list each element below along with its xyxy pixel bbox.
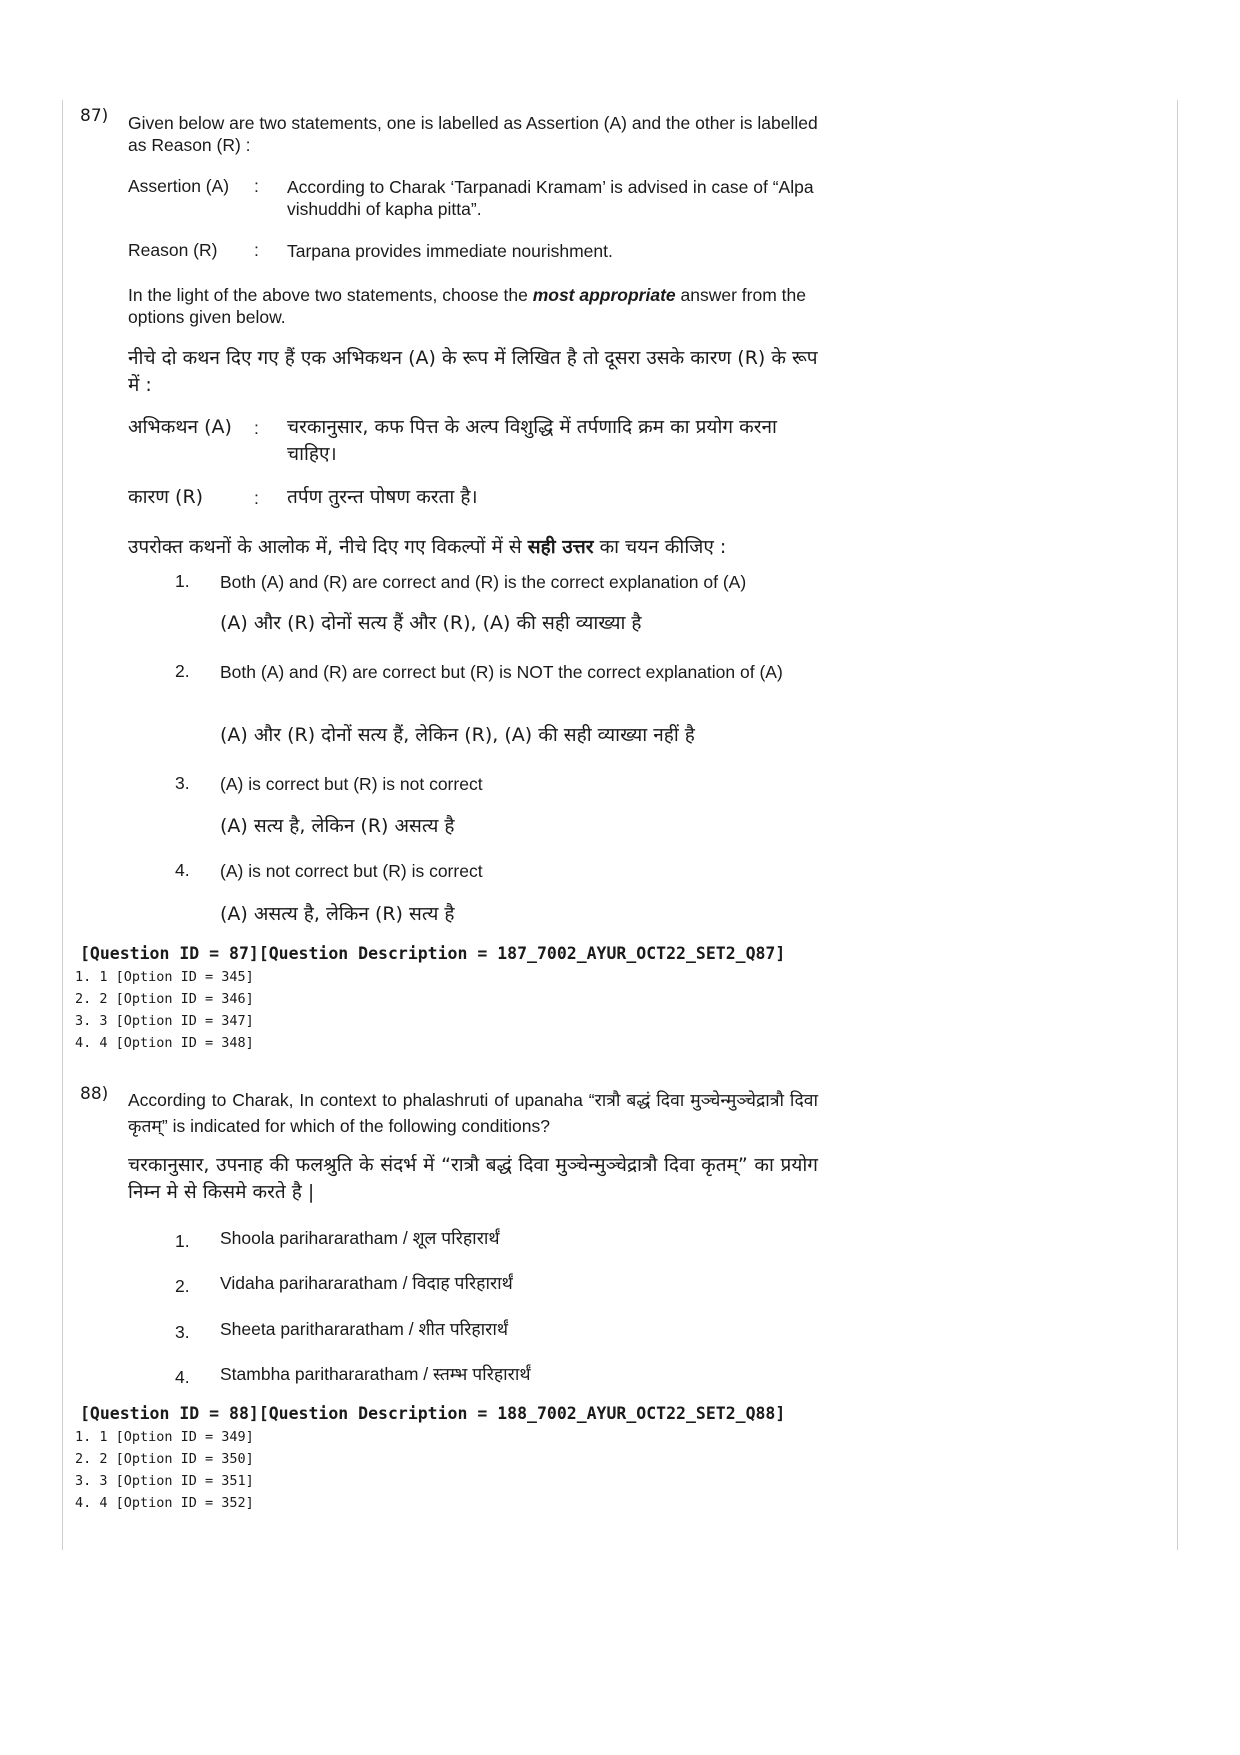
option-text-hi: (A) और (R) दोनों सत्य हैं और (R), (A) की सही व्याख्या है <box>220 612 642 634</box>
reason-label: Reason (R) <box>128 240 218 260</box>
option-text-hi: (A) और (R) दोनों सत्य हैं, लेकिन (R), (A) की सही व्याख्या नहीं है <box>220 724 695 746</box>
right-margin-rule <box>1177 100 1178 1550</box>
reason-text: Tarpana provides immediate nourishment. <box>287 241 613 261</box>
question-intro: According to Charak, In context to phalashruti of upanaha “रात्रौ बद्धं दिवा मुञ्चेन्मुञ्चेद्रात्रौ दिवा कृतम्” is indicated for which of the following conditions? <box>128 1090 818 1136</box>
option-id-list <box>75 1426 254 1514</box>
option-text: Shoola parihararatham / शूल परिहारार्थं <box>220 1228 500 1248</box>
option-text: Sheeta parithararatham / शीत परिहारार्थं <box>220 1319 509 1339</box>
hindi-instruction <box>128 534 828 561</box>
assertion-text: According to Charak ‘Tarpanadi Kramam’ is advised in case of “Alpa vishuddhi of kapha pitta”. <box>287 177 814 219</box>
instruction-pre: In the light of the above two statements, choose the <box>128 285 533 305</box>
left-margin-rule <box>62 100 63 1550</box>
instruction-emphasis: most appropriate <box>532 285 676 305</box>
instruction-post: answer from the options given below. <box>128 285 806 327</box>
hindi-intro: नीचे दो कथन दिए गए हैं एक अभिकथन (A) के रूप में लिखित है तो दूसरा उसके कारण (R) के रूप में : <box>128 347 818 396</box>
question-intro: Given below are two statements, one is labelled as Assertion (A) and the other is labelled as Reason (R) : <box>128 113 818 155</box>
option-text-hi: (A) असत्य है, लेकिन (R) सत्य है <box>220 903 455 925</box>
option-number: 2. <box>175 661 190 681</box>
hindi-instruction-emphasis: सही उत्तर <box>527 536 594 558</box>
option-id-item: 3. 3 [Option ID = 347] <box>75 1013 254 1029</box>
reason-colon: : <box>254 240 259 260</box>
assertion-label: Assertion (A) <box>128 176 230 196</box>
hindi-instruction-post: का चयन कीजिए : <box>593 536 727 558</box>
option-text: Vidaha parihararatham / विदाह परिहारार्थं <box>220 1273 513 1293</box>
option-number: 1. <box>175 571 190 591</box>
question-meta: [Question ID = 87][Question Description = 187_7002_AYUR_OCT22_SET2_Q87] <box>80 944 786 963</box>
question-meta: [Question ID = 88][Question Description = 188_7002_AYUR_OCT22_SET2_Q88] <box>80 1404 786 1423</box>
option-number: 3. <box>175 1322 190 1342</box>
hindi-reason-label: कारण (R) <box>128 486 204 508</box>
instruction <box>128 284 818 328</box>
hindi-assertion-colon: : <box>254 418 259 438</box>
question-number: 87) <box>80 106 109 126</box>
hindi-intro: चरकानुसार, उपनाह की फलश्रुति के संदर्भ में “रात्रौ बद्धं दिवा मुञ्चेन्मुञ्चेद्रात्रौ दिवा कृतम्” का प्रयोग निम्न मे से किसमे करते है | <box>128 1154 818 1203</box>
option-number: 2. <box>175 1276 190 1296</box>
option-number: 3. <box>175 773 190 793</box>
option-id-item: 1. 1 [Option ID = 349] <box>75 1429 254 1445</box>
hindi-assertion-text: चरकानुसार, कफ पित्त के अल्प विशुद्धि में तर्पणादि क्रम का प्रयोग करना चाहिए। <box>287 416 777 465</box>
hindi-reason-text: तर्पण तुरन्त पोषण करता है। <box>287 486 478 508</box>
option-id-item: 1. 1 [Option ID = 345] <box>75 969 254 985</box>
hindi-reason-colon: : <box>254 488 259 508</box>
option-text: Stambha parithararatham / स्तम्भ परिहारार्थं <box>220 1364 531 1384</box>
option-number: 4. <box>175 1367 190 1387</box>
option-number: 4. <box>175 860 190 880</box>
option-id-item: 4. 4 [Option ID = 352] <box>75 1495 254 1511</box>
option-text-en: Both (A) and (R) are correct but (R) is NOT the correct explanation of (A) <box>220 662 783 682</box>
option-text-hi: (A) सत्य है, लेकिन (R) असत्य है <box>220 815 455 837</box>
option-id-item: 3. 3 [Option ID = 351] <box>75 1473 254 1489</box>
option-id-list <box>75 966 254 1054</box>
assertion-colon: : <box>254 176 259 196</box>
option-id-item: 2. 2 [Option ID = 346] <box>75 991 254 1007</box>
option-id-item: 4. 4 [Option ID = 348] <box>75 1035 254 1051</box>
hindi-instruction-pre: उपरोक्त कथनों के आलोक में, नीचे दिए गए विकल्पों में से <box>128 536 528 558</box>
question-number: 88) <box>80 1084 109 1104</box>
option-number: 1. <box>175 1231 190 1251</box>
option-text-en: (A) is correct but (R) is not correct <box>220 774 483 794</box>
option-id-item: 2. 2 [Option ID = 350] <box>75 1451 254 1467</box>
option-text-en: (A) is not correct but (R) is correct <box>220 861 483 881</box>
option-text-en: Both (A) and (R) are correct and (R) is the correct explanation of (A) <box>220 572 747 592</box>
hindi-assertion-label: अभिकथन (A) <box>128 416 232 438</box>
